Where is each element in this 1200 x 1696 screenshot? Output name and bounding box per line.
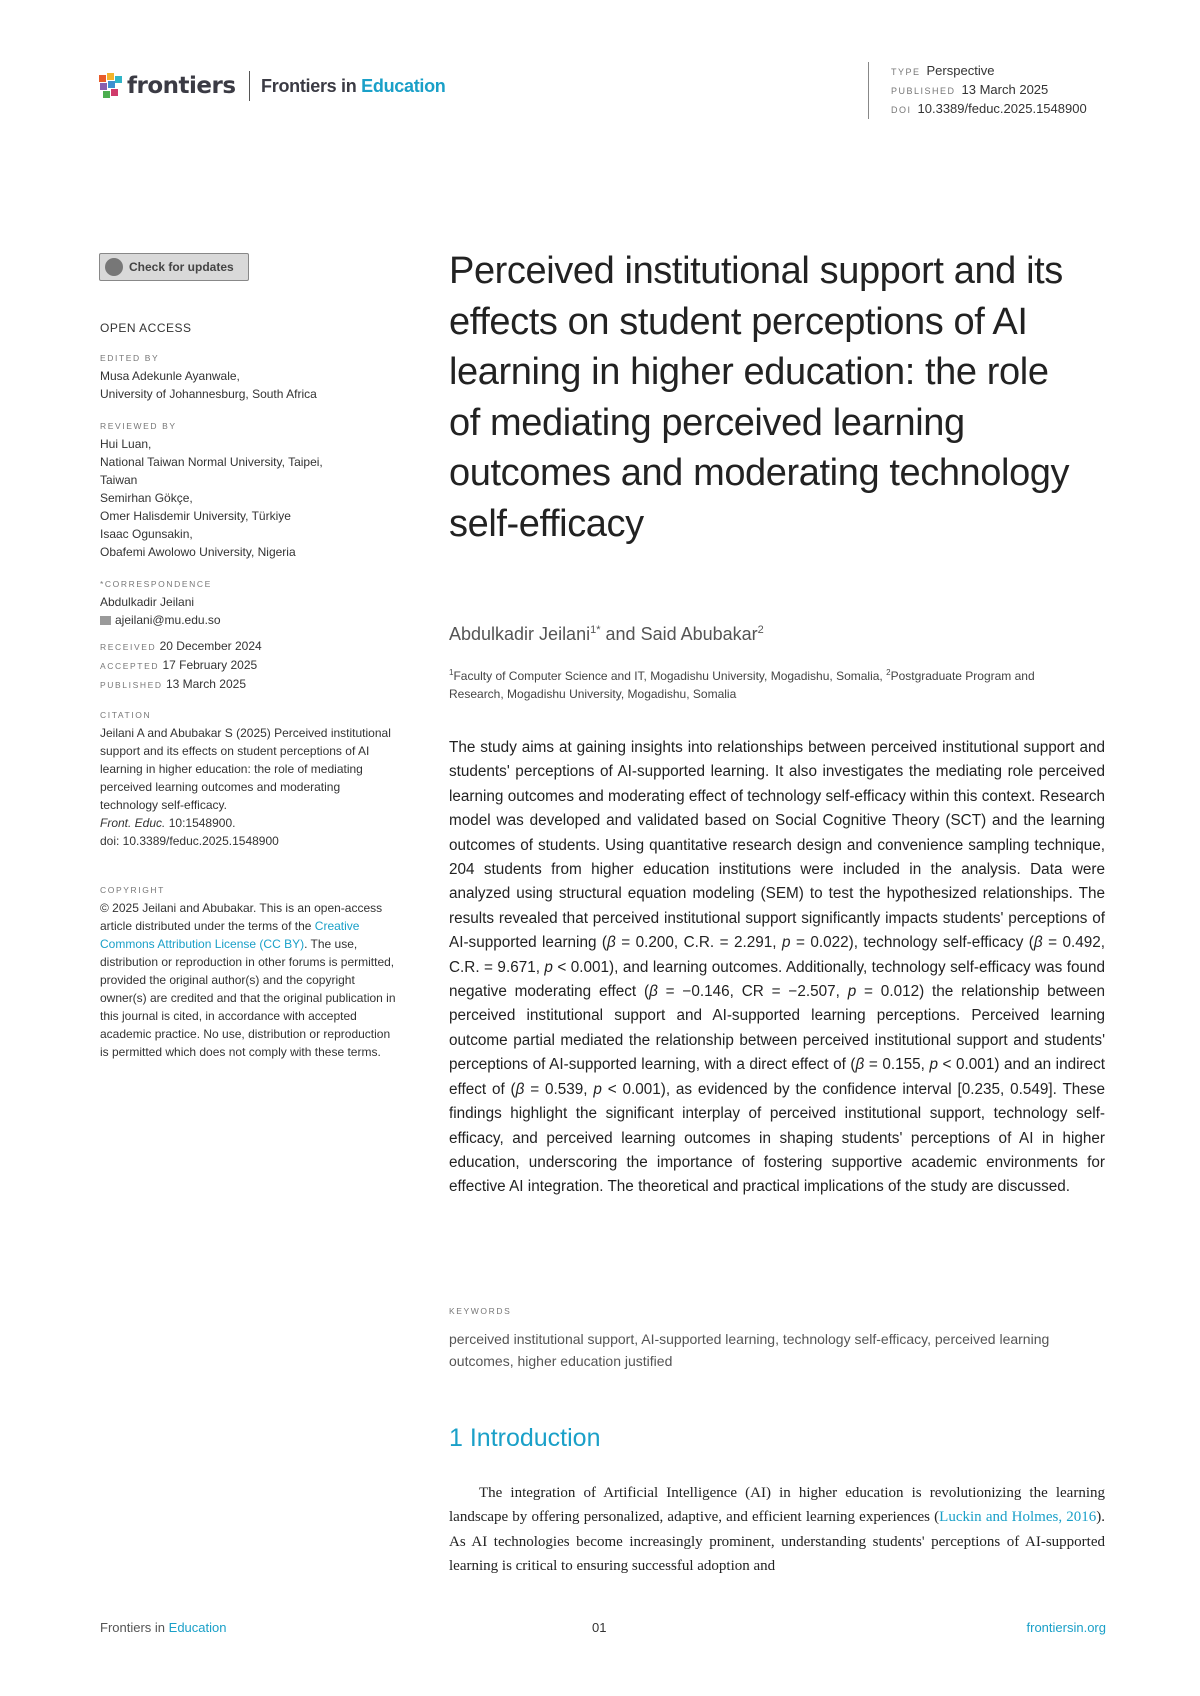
citation-text: Jeilani A and Abubakar S (2025) Perceived institutional support and its effects on student perceptions of AI learning in higher education: the role of mediating perceived learning outcomes and moderating technology self-efficacy.: [100, 726, 391, 812]
reviewer-line: Semirhan Gökçe,: [100, 491, 193, 505]
correspondence: [100, 575, 400, 629]
editor-name: Musa Adekunle Ayanwale,: [100, 369, 240, 383]
correspondence-email[interactable]: ajeilani@mu.edu.so: [115, 613, 221, 627]
doi-value[interactable]: 10.3389/feduc.2025.1548900: [917, 101, 1087, 116]
citation-doi[interactable]: doi: 10.3389/feduc.2025.1548900: [100, 834, 279, 848]
citation-volume: 10:1548900.: [168, 816, 236, 830]
footer-site-link[interactable]: frontiersin.org: [1026, 1620, 1106, 1635]
email-icon: [100, 616, 111, 625]
article-meta: [868, 62, 1087, 119]
type-label: TYPE: [891, 67, 921, 77]
author-sup: 2: [757, 624, 764, 636]
accepted-value: 17 February 2025: [162, 658, 258, 672]
reviewer-line: Hui Luan,: [100, 437, 152, 451]
reviewer-line: Omer Halisdemir University, Türkiye: [100, 509, 291, 523]
article-title: Perceived institutional support and its effects on student perceptions of AI learning in higher education: the role of mediating perceived learning outcomes and moderating technology self-efficacy: [449, 250, 1070, 545]
copyright: [100, 881, 396, 1061]
citation-link[interactable]: Luckin and Holmes, 2016: [939, 1509, 1097, 1526]
editor-affiliation: University of Johannesburg, South Africa: [100, 387, 317, 401]
check-for-updates-button[interactable]: [99, 253, 249, 281]
reviewed-by-label: REVIEWED BY: [100, 421, 177, 431]
frontiers-logo[interactable]: [98, 70, 445, 102]
author-name[interactable]: Abdulkadir Jeilani: [449, 624, 591, 644]
check-for-updates-label: Check for updates: [129, 260, 234, 274]
published-label: PUBLISHED: [100, 680, 163, 690]
brand-name: frontiers: [127, 73, 236, 99]
published-value: 13 March 2025: [961, 82, 1049, 97]
author-sup: 1*: [590, 624, 601, 636]
published-value: 13 March 2025: [165, 677, 246, 691]
reviewer-line: National Taiwan Normal University, Taipei,: [100, 455, 323, 469]
frontiers-mark-icon: [98, 71, 124, 101]
authors: [449, 624, 764, 645]
received-value: 20 December 2024: [159, 639, 262, 653]
citation: [100, 706, 400, 850]
footer-journal[interactable]: Frontiers in Education: [100, 1620, 227, 1635]
citation-label: CITATION: [100, 710, 152, 720]
edited-by: [100, 349, 400, 403]
author-name[interactable]: Said Abubakar: [640, 624, 758, 644]
copyright-text: © 2025 Jeilani and Abubakar. This is an open-access article distributed under the terms of the Creative Commons Attribution License (CC BY). The use, distribution or reproduction in other forums is permitted, provided the original author(s) and the copyright owner(s) are credited and that the original publication in this journal is cited, in accordance with accepted academic practice. No use, distribution or reproduction is permitted which does not comply with these terms.: [100, 901, 396, 1059]
doi-label: DOI: [891, 105, 912, 115]
abstract: The study aims at gaining insights into relationships between perceived institutional support and students' perceptions of AI-supported learning. It also investigates the mediating role perceived learning outcomes and moderating effect of technology self-efficacy within this context. Research model was developed and validated based on Social Cognitive Theory (SCT) and the learning outcomes of students. Using quantitative research design and convenience sampling technique, 204 students from higher education institutions were included in the analysis. Data were analyzed using structural equation modeling (SEM) to test the hypothesized relationships. The results revealed that perceived institutional support significantly impacts students' perceptions of AI-supported learning (β = 0.200, C.R. = 2.291, p = 0.022), technology self-efficacy (β = 0.492, C.R. = 9.671, p < 0.001), and learning outcomes. Additionally, technology self-efficacy was found negative moderating effect (β = −0.146, CR = −2.507, p = 0.012) the relationship between perceived institutional support and AI-supported learning perceptions. Perceived learning outcome partial mediated the relationship between perceived institutional support and students' perceptions of AI-supported learning, with a direct effect of (β = 0.155, p < 0.001) and an indirect effect of (β = 0.539, p < 0.001), as evidenced by the confidence interval [0.235, 0.549]. These findings highlight the significant interplay of perceived institutional support, technology self-efficacy, and perceived learning outcomes in shaping students' perceptions of AI in higher education, underscoring the importance of fostering supportive academic environments for effective AI integration. The theoretical and practical implications of the study are discussed.: [449, 739, 1106, 1196]
update-icon: [105, 258, 123, 276]
section-heading-introduction: 1 Introduction: [449, 1424, 601, 1452]
type-value: Perspective: [926, 63, 995, 78]
edited-by-label: EDITED BY: [100, 353, 160, 363]
reviewed-by: [100, 417, 400, 561]
author-and: and: [605, 624, 636, 644]
received-label: RECEIVED: [100, 642, 157, 652]
dates: [100, 637, 400, 694]
citation-journal: Front. Educ.: [100, 816, 166, 830]
keywords-label: KEYWORDS: [449, 1306, 512, 1316]
keywords: perceived institutional support, AI-supported learning, technology self-efficacy, perceived learning outcomes, higher education justified: [449, 1331, 1050, 1369]
accepted-label: ACCEPTED: [100, 661, 160, 671]
introduction-paragraph: The integration of Artificial Intelligence (AI) in higher education is revolutionizing the learning landscape by offering personalized, adaptive, and efficient learning experiences (Luckin and Holmes, 2016). As AI technologies become increasingly prominent, understanding students' perceptions of AI-supported learning is critical to ensuring successful adoption and: [449, 1485, 1105, 1575]
correspondence-name: Abdulkadir Jeilani: [100, 595, 195, 609]
page-number: 01: [592, 1620, 607, 1635]
correspondence-label: *CORRESPONDENCE: [100, 579, 212, 589]
reviewer-line: Isaac Ogunsakin,: [100, 527, 193, 541]
copyright-label: COPYRIGHT: [100, 885, 165, 895]
journal-name[interactable]: Frontiers in Education: [261, 75, 446, 96]
reviewer-line: Obafemi Awolowo University, Nigeria: [100, 545, 296, 559]
logo-divider: [249, 71, 251, 101]
open-access-label: OPEN ACCESS: [100, 321, 192, 335]
reviewer-line: Taiwan: [100, 473, 138, 487]
license-link[interactable]: Creative Commons Attribution License (CC BY): [100, 919, 360, 951]
affiliations: $^1$Faculty of Computer Science and IT, Mogadishu University, Mogadishu, Somalia, $^2$Postgraduate Program and Research, Mogadishu University, Mogadishu, Somalia: [449, 668, 1035, 701]
published-label: PUBLISHED: [891, 86, 956, 96]
